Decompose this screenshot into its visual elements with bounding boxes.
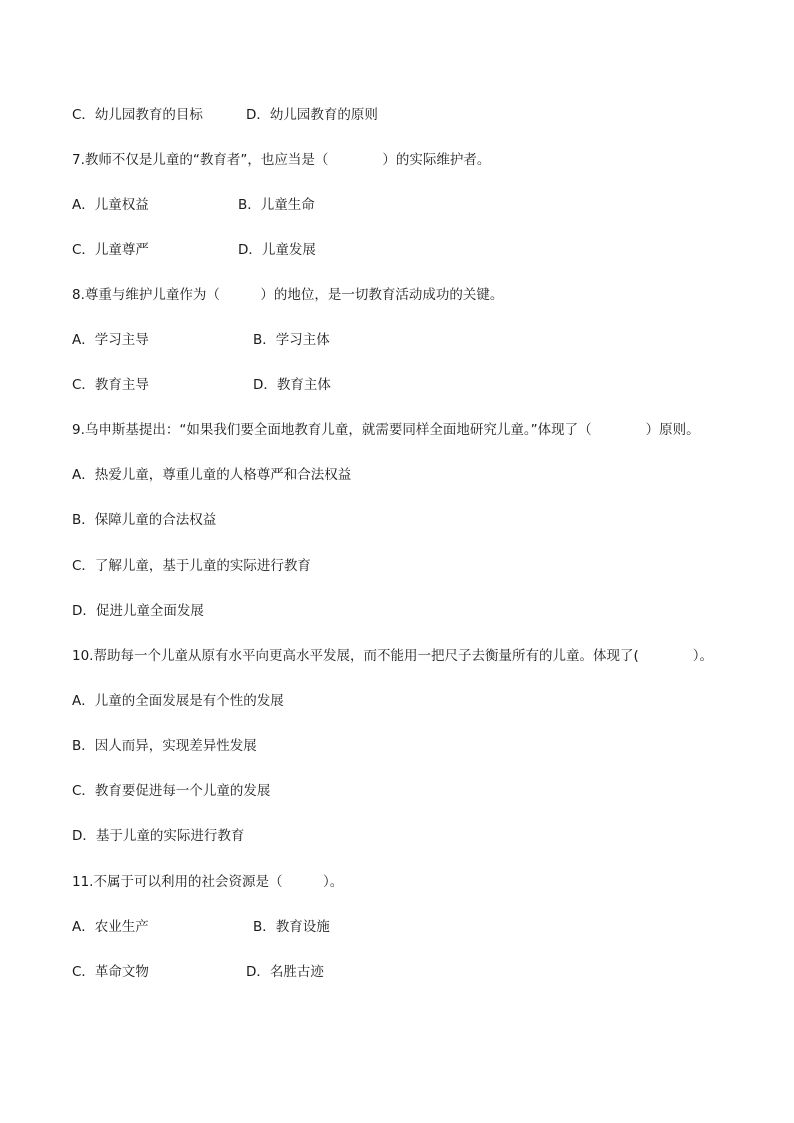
- option-c: C．革命文物: [72, 964, 149, 980]
- question-9: 9.乌申斯基提出：“如果我们要全面地教育儿童，就需要同样全面地研究儿童。”体现了（ ）原则。: [72, 422, 700, 438]
- option-a: A．儿童的全面发展是有个性的发展: [72, 693, 284, 709]
- option-d: D．名胜古迹: [246, 964, 324, 980]
- option-a: A．学习主导: [72, 332, 149, 348]
- option-a: A．农业生产: [72, 919, 149, 935]
- option-c: C．教育要促进每一个儿童的发展: [72, 783, 271, 799]
- option-d: D．幼儿园教育的原则: [246, 107, 378, 123]
- option-d: D．基于儿童的实际进行教育: [72, 828, 245, 844]
- option-d: D．促进儿童全面发展: [72, 603, 204, 619]
- question-8: 8.尊重与维护儿童作为（ ）的地位，是一切教育活动成功的关键。: [72, 287, 504, 303]
- question-7: 7.教师不仅是儿童的“教育者”，也应当是（ ）的实际维护者。: [72, 152, 491, 168]
- option-b: B．儿童生命: [238, 197, 315, 213]
- option-c: C．幼儿园教育的目标: [72, 107, 203, 123]
- option-a: A．儿童权益: [72, 197, 149, 213]
- option-b: B．因人而异，实现差异性发展: [72, 738, 257, 754]
- option-c: C．了解儿童，基于儿童的实际进行教育: [72, 558, 311, 574]
- option-d: D．教育主体: [253, 377, 331, 393]
- option-b: B．学习主体: [253, 332, 330, 348]
- option-b: B．保障儿童的合法权益: [72, 512, 217, 528]
- option-d: D．儿童发展: [238, 242, 316, 258]
- question-10: 10.帮助每一个儿童从原有水平向更高水平发展，而不能用一把尺子去衡量所有的儿童。体现了( ）。: [72, 648, 713, 664]
- question-11: 11.不属于可以利用的社会资源是（ ）。: [72, 874, 344, 890]
- option-b: B．教育设施: [253, 919, 330, 935]
- option-c: C．教育主导: [72, 377, 149, 393]
- option-c: C．儿童尊严: [72, 242, 149, 258]
- option-a: A．热爱儿童，尊重儿童的人格尊严和合法权益: [72, 467, 352, 483]
